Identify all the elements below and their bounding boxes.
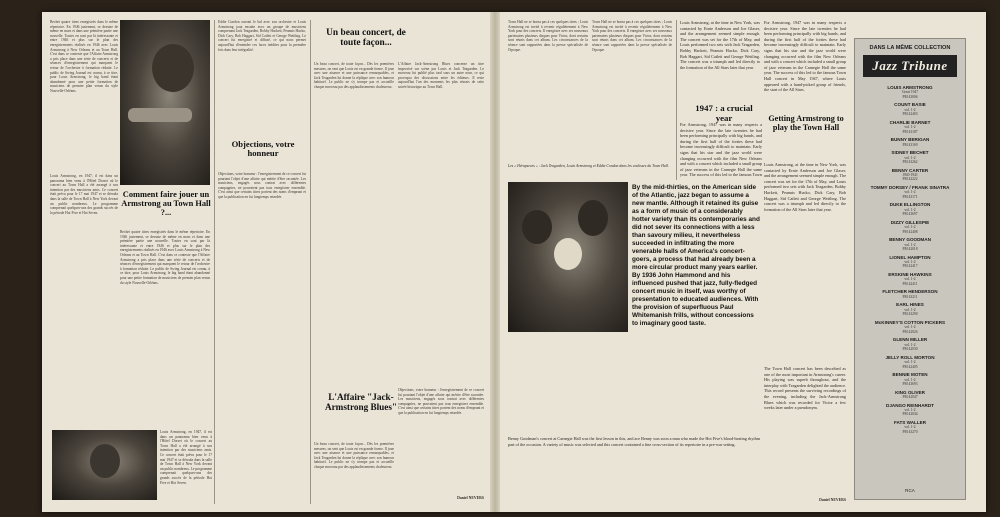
collection-catalog-number: PM 42417 bbox=[902, 264, 918, 269]
collection-volume: vol. 1-2 bbox=[904, 242, 916, 247]
collection-catalog-number: PM 42047 bbox=[902, 394, 918, 399]
right-signature: Daniel NEVERS bbox=[819, 498, 846, 502]
sidebar-header: DANS LA MÊME COLLECTION bbox=[869, 45, 951, 51]
collection-sidebar bbox=[854, 38, 966, 500]
collection-volume: vol. 1-2 bbox=[904, 207, 916, 212]
collection-artist: LIONEL HAMPTON bbox=[889, 254, 931, 260]
collection-volume: Great 1947 bbox=[901, 90, 919, 95]
musician-small-photo bbox=[52, 430, 157, 500]
collection-catalog-number: PM 42018 bbox=[902, 247, 918, 252]
collection-list-item bbox=[865, 372, 955, 386]
musician-right-face bbox=[578, 200, 608, 236]
headline-beau-concert: Un beau concert, de toute façon... bbox=[326, 28, 406, 49]
collection-list-item bbox=[865, 272, 955, 286]
collection-volume: vol. 1-2 bbox=[904, 155, 916, 160]
headline-comment-faire: Comment faire jouer un Armstrong au Town Hall ?... bbox=[121, 190, 211, 218]
collection-volume: vol. 1-2 bbox=[904, 190, 916, 195]
left-col4b-text: Objections, votre honneur : l'enregistrement de ce concert fut pourtant l'objet d'une affaire qui mérite d'être racontée. Les musiciens, engagés sous contrat avec différentes compagnies, ne pouvaient pas tous enregistrer ensemble. C'est ainsi que certains titres portent des noms d'emprunt et que la publication en fut longtemps retardée. bbox=[398, 388, 484, 415]
collection-list-item bbox=[865, 337, 955, 351]
collection-catalog-number: PM 43211 bbox=[902, 294, 918, 299]
right-col3-body-text: For Armstrong, 1947 was in many respects a decisive year. Since the late twenties he had been performing principally with big bands, and during the first half of the forties these had become increasingly difficult to maintain. Early signs that his star and the jazz world were changing occurred with the film New Orleans and with a concert which included a small group of jazz veterans in the Carnegie Hall the same year. The success of this led to the famous Town bbox=[680, 122, 762, 178]
armstrong-portrait-photo bbox=[120, 20, 210, 185]
armstrong-face-figure bbox=[152, 44, 194, 92]
trumpet-figure bbox=[128, 108, 192, 122]
collection-volume: vol. 1-2 bbox=[904, 377, 916, 382]
armstrong-teagarden-group-photo bbox=[508, 182, 628, 332]
collection-artist: TOMMY DORSEY / FRANK SINATRA bbox=[870, 185, 950, 191]
collection-catalog-number: PM 43171 bbox=[902, 194, 918, 199]
collection-artist: BENNY CARTER bbox=[891, 167, 929, 173]
collection-list-item bbox=[865, 390, 955, 400]
collection-list-item bbox=[865, 168, 955, 182]
collection-artist: JELLY ROLL MORTON bbox=[885, 354, 935, 360]
collection-volume: vol. 1-2 bbox=[904, 360, 916, 365]
collection-list-item bbox=[865, 185, 955, 199]
right-col2-top-text: Town Hall ne se borna pas à ces quelques titres ; Louis Armstrong est invité à revenir régulièrement à New York pour des concerts. Il enregistre avec ses nouveaux partenaires plusieurs disques pour Victor, dont certains sont réunis dans cet album. Les circonstances de la séance sont rapportées dans la presse spécialisée de l'époque. bbox=[592, 20, 672, 52]
right-col3-top-text: Louis Armstrong, at the time in New York, was contacted by Ernie Anderson and Joe Glaser, and the arrangement seemed simple enough. The concert was set for the 17th of May, and Louis performed two sets with Jack Teagarden, Bobby Hackett, Peanuts Hucko, Dick Cary, Bob Haggart, Sid Catlett and George Wettling. The concert was a triumph and led directly to the formation of the All Stars later that year. bbox=[680, 20, 760, 70]
headline-affaire-jack-armstrong: L'Affaire "Jack-Armstrong Blues" bbox=[324, 392, 398, 413]
left-col2-lower-text: Bechet quatre titres enregistrés dans le même répertoire. En 1946 justement, se dessine de même en mars et dans une prémière partie une nouvelle. Toutes en sont par là intéressante et entre 1946 et plus sur le plan des enregistrements réalisés en 1946 avec Louis Armstrong à New Orleans et au Town Hall. C'est dans ce contexte que l'Affaire Armstrong a pris place dans une série de concerts et de séances d'enregistrement qui marquent le retour de l'orchestre à formation réduite. Le public de Swing Journal est connu, à ce titre, pour Louis Armstrong, le big band étant abandonné pour une petite formation de musiciens de premier plan venus du style Nouvelle-Orléans. bbox=[120, 230, 210, 285]
heading-1947-crucial-year: 1947 : a crucial year bbox=[695, 103, 753, 123]
collection-volume: vol. 1-2 bbox=[904, 125, 916, 130]
collection-artist: KING OLIVER bbox=[895, 389, 925, 395]
collection-artist: McKINNEY'S COTTON PICKERS bbox=[874, 319, 946, 325]
collection-catalog-number: PM 43697 bbox=[902, 212, 918, 217]
collection-list-item bbox=[865, 355, 955, 369]
collection-catalog-number: PM 43187 bbox=[902, 129, 918, 134]
collection-list-item bbox=[865, 120, 955, 134]
collection-artist: SIDNEY BECHET bbox=[891, 150, 929, 156]
collection-volume: vol. 1-2 bbox=[904, 342, 916, 347]
collection-catalog-number: PM 43006 bbox=[902, 94, 918, 99]
collection-artist: EARL HINES bbox=[896, 302, 924, 308]
collection-artist: LOUIS ARMSTRONG bbox=[887, 85, 933, 90]
collection-artist: GLENN MILLER bbox=[892, 337, 928, 343]
left-col3-text: Un beau concert, de toute façon... Dès les premières mesures, on sent que Louis est en grande forme. Il joue avec une aisance et une puissance remarquables, et Jack Teagarden lui donne la réplique avec son humour habituel. Le public ne s'y trompe pas et accueille chaque morceau par des applaudissements chaleureux. bbox=[314, 62, 394, 89]
right-col1-text: Town Hall ne se borna pas à ces quelques titres ; Louis Armstrong est invité à revenir régulièrement à New York pour des concerts. Il enregistre avec ses nouveaux partenaires plusieurs disques pour Victor, dont certains sont réunis dans cet album. Les circonstances de la séance sont rapportées dans la presse spécialisée de l'époque. bbox=[508, 20, 588, 52]
collection-artist: ERSKINE HAWKINS bbox=[888, 272, 932, 278]
collection-volume: vol. 1-2 bbox=[904, 307, 916, 312]
collection-volume: 1940-1941 bbox=[902, 173, 918, 178]
collection-artist: DJANGO REINHARDT bbox=[886, 402, 934, 408]
collection-list-item bbox=[865, 302, 955, 316]
left-col2b-text: Objections, votre honneur : l'enregistrement de ce concert fut pourtant l'objet d'une affaire qui mérite d'être racontée. Les musiciens, engagés sous contrat avec différentes compagnies, ne pouvaient pas tous enregistrer ensemble. C'est ainsi que certains titres portent des noms d'emprunt et que la publication en fut longtemps retardée. bbox=[218, 172, 306, 199]
collection-catalog-number: PM 43270 bbox=[902, 429, 918, 434]
collection-list-item bbox=[865, 85, 955, 99]
collection-volume: vol. 1-2 bbox=[904, 260, 916, 265]
musician-face-figure bbox=[90, 444, 120, 478]
left-signature: Daniel NEVERS bbox=[457, 496, 484, 500]
collection-list-item bbox=[865, 255, 955, 269]
musician-center-face bbox=[554, 238, 582, 270]
collection-list-item bbox=[865, 220, 955, 234]
collection-artist: CHARLIE BARNET bbox=[889, 119, 931, 125]
left-col3b-text: Un beau concert, de toute façon... Dès les premières mesures, on sent que Louis est en grande forme. Il joue avec une aisance et une puissance remarquables, et Jack Teagarden lui donne la réplique avec son humour habituel. Le public ne s'y trompe pas et accueille chaque morceau par des applaudissements chaleureux. bbox=[314, 442, 394, 469]
album-gatefold-spread bbox=[42, 12, 986, 512]
collection-list bbox=[865, 85, 955, 437]
collection-volume: vol. 1-2 bbox=[904, 225, 916, 230]
left-bottom-text: Louis Armstrong, en 1947, il est dans un panorama bien venu à l'Hôtel Dorset où le concert au Town Hall a été arrangé à son intention par des musiciens amis. Ce concert était prévu pour le 17 mai 1947 et se déroula dans la salle de Town Hall à New York devant un public nombreux. Le programme comprenait quelques-uns des grands succès de la période Hot Five et Hot Seven. bbox=[160, 430, 212, 485]
left-col4-text: L'Affaire Jack-Armstrong Blues concerne un titre improvisé sur scène par Louis et Jack Teagarden. Le morceau fut publié plus tard sous un autre nom, ce qui provoqua des discussions entre les éditeurs. Il reste aujourd'hui l'un des moments les plus réussis de cette soirée historique au Town Hall. bbox=[398, 62, 484, 89]
collection-artist: DUKE ELLINGTON bbox=[889, 202, 931, 208]
collection-list-item bbox=[865, 237, 955, 251]
collection-artist: COUNT BASIE bbox=[894, 102, 926, 108]
column-divider bbox=[676, 20, 677, 180]
column-divider bbox=[214, 20, 215, 504]
collection-list-item bbox=[865, 403, 955, 417]
collection-catalog-number: PM 43693 bbox=[902, 381, 918, 386]
collection-artist: BENNIE MOTEN bbox=[892, 372, 928, 378]
collection-artist: BENNY GOODMAN bbox=[889, 237, 931, 243]
collection-list-item bbox=[865, 102, 955, 116]
collection-artist: FLETCHER HENDERSON bbox=[882, 289, 938, 295]
collection-catalog-number: PM 42026 bbox=[902, 329, 918, 334]
collection-volume: vol. 1-2 bbox=[904, 407, 916, 412]
collection-volume: vol. 1-2 bbox=[904, 325, 916, 330]
collection-catalog-number: PM 42408 bbox=[902, 229, 918, 234]
collection-artist: DIZZY GILLESPIE bbox=[890, 219, 930, 225]
collection-catalog-number: PM 42044 bbox=[902, 412, 918, 417]
collection-catalog-number: PM 42403 bbox=[902, 112, 918, 117]
right-col4-text: Louis Armstrong, at the time in New York, was contacted by Ernie Anderson and Joe Glaser, and the arrangement seemed simple enough. The concert was set for the 17th of May, and Louis performed two sets with Jack Teagarden, Bobby Hackett, Peanuts Hucko, Dick Cary, Bob Haggart, Sid Catlett and George Wettling. The concert was a triumph and led directly to the formation of the All Stars later that year. bbox=[764, 162, 846, 212]
collection-catalog-number: PM 43290 bbox=[902, 312, 918, 317]
collection-list-item bbox=[865, 150, 955, 164]
collection-volume: vol. 1-2 bbox=[904, 107, 916, 112]
left-col1-text: Bechet quatre titres enregistrés dans le même répertoire. En 1946 justement, se dessine de même en mars et dans une prémière partie une nouvelle. Toutes en sont par là intéressante et entre 1946 et plus sur le plan des enregistrements réalisés en 1946 avec Louis Armstrong à New Orleans et au Town Hall. C'est dans ce contexte que l'Affaire Armstrong a pris place dans une série de concerts et de séances d'enregistrement qui marquent le retour de l'orchestre à formation réduite. Le public de Swing Journal est connu, à ce titre, pour Louis Armstrong, le big band étant abandonné pour une petite formation de musiciens de premier plan venus du style Nouvelle-Orléans. bbox=[50, 20, 118, 93]
photo-caption: Les « Hérapseurs » : Jack Teagarden, Louis Armstrong et Eddie Condon dans les coulisses du Town Hall. bbox=[508, 164, 669, 168]
collection-volume: vol. 1-2 bbox=[904, 277, 916, 282]
column-divider bbox=[310, 20, 311, 504]
english-body-text: Benny Goodman's concert at Carnegie Hall was the first lesson in this, and ace Benny was soon a man who made the Hot Five's blood-beating rhythm part of the occasion. A variety of music was selected and this concert contained a fine cross-section of its repertoire in a pre-war setting. bbox=[508, 436, 760, 447]
collection-catalog-number: PM 42411 bbox=[902, 281, 918, 286]
collection-list-item bbox=[865, 202, 955, 216]
right-col3-text: For Armstrong, 1947 was in many respects a decisive year. Since the late twenties he had been performing principally with big bands, and during the first half of the forties these had become increasingly difficult to maintain. Early signs that his star and the jazz world were changing occurred with the film New Orleans and with a concert which included a small group of jazz veterans in the Carnegie Hall the same year. The success of this led to the famous Town Hall concert in May 1947, where Louis appeared with a hand-picked group of friends, the start of the All Stars. bbox=[764, 20, 846, 93]
left-col1b-text: Louis Armstrong, en 1947, il est dans un panorama bien venu à l'Hôtel Dorset où le concert au Town Hall a été arrangé à son intention par des musiciens amis. Ce concert était prévu pour le 17 mai 1947 et se déroula dans la salle de Town Hall à New York devant un public nombreux. Le programme comprenait quelques-uns des grands succès de la période Hot Five et Hot Seven. bbox=[50, 174, 118, 215]
collection-list-item bbox=[865, 420, 955, 434]
collection-artist: BUNNY BERIGAN bbox=[890, 137, 930, 143]
left-col2-text: Eddie Condon ouvrait le bal avec son orchestre et Louis Armstrong joua ensuite avec un groupe de musiciens comprenant Jack Teagarden, Bobby Hackett, Peanuts Hucko, Dick Cary, Bob Haggart, Sid Catlett et George Wettling. Le concert fut enregistré et diffusé, ce qui nous permet aujourd'hui d'entendre ces faces inédites pour la première fois dans leur intégralité. bbox=[218, 20, 306, 52]
collection-artist: FATS WALLER bbox=[893, 419, 927, 425]
musician-left-face bbox=[522, 210, 552, 244]
jazz-tribune-logo: Jazz Tribune bbox=[863, 55, 957, 77]
sidebar-footer-logo: RCA bbox=[905, 488, 915, 493]
collection-catalog-number: PM 43262 bbox=[902, 160, 918, 165]
right-col4b-text: The Town Hall concert has been described as one of the most important in Armstrong's career. His playing was superb throughout, and the interplay with Teagarden delighted the audience. This record presents the surviving recordings of the evening, including the Jack-Armstrong Blues which was recorded for Victor a few weeks later under a pseudonym. bbox=[764, 366, 846, 411]
gatefold-spine bbox=[490, 12, 500, 512]
collection-catalog-number: PM 42222 bbox=[902, 177, 918, 182]
collection-list-item bbox=[865, 137, 955, 147]
collection-list-item bbox=[865, 320, 955, 334]
collection-catalog-number: PM 43169 bbox=[902, 142, 918, 147]
english-intro-bold: By the mid-thirties, on the American side of the Atlantic, jazz began to assume a new mantle. Although it retained its guise as a form of music of a considerably hotter variety than its contemporaries and did not sever its connections with a less than savoury milieu, it nevertheless succeeded in infiltrating the more venerable halls of America's concert-goers, a process that had already been a more circular product many years earlier. By 1936 John Hammond and his influenced pushed that jazz, fully-fledged concert music in itself, was worthy of presentation to educated audiences. With the provision of superfluous Paul Whitemanish frills, without concessions to imaginary good taste. bbox=[632, 184, 760, 327]
collection-catalog-number: PM 42030 bbox=[902, 347, 918, 352]
collection-list-item bbox=[865, 289, 955, 299]
headline-objections: Objections, votre honneur bbox=[231, 139, 295, 159]
heading-getting-armstrong: Getting Armstrong to play the Town Hall bbox=[768, 114, 844, 133]
collection-volume: vol. 1-2 bbox=[904, 425, 916, 430]
collection-catalog-number: PM 42405 bbox=[902, 364, 918, 369]
